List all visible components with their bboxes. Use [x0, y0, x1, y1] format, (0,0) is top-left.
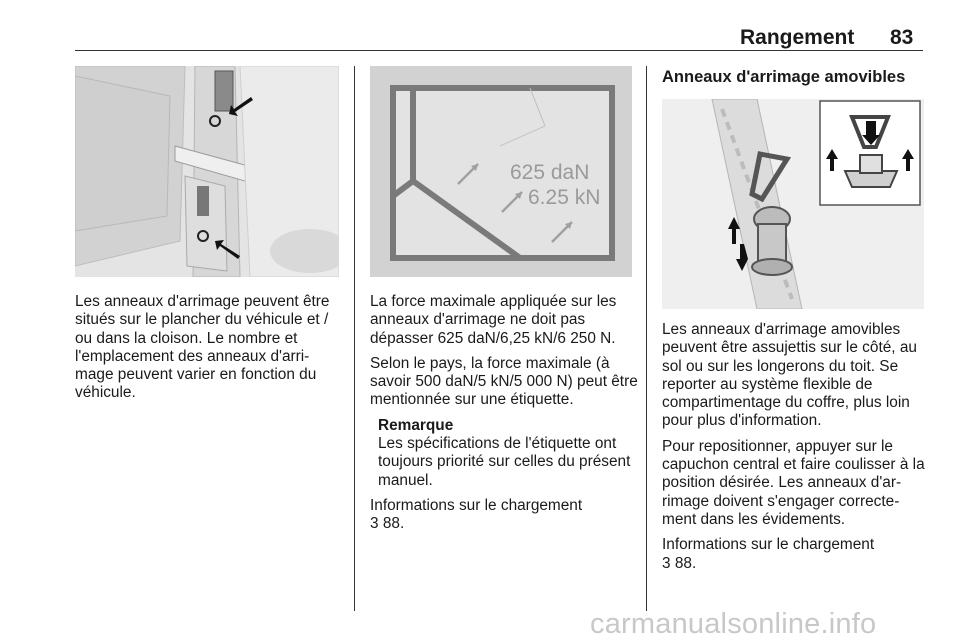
right-paragraph-1: Les anneaux d'arrimage amovibles peuvent être assujettis sur le côté, au sol ou sur les longerons du toit. Se reporter au système flexible de compartimentage du coffre, plus loin pour plus d'information.: [662, 321, 917, 430]
left-column-text: [75, 293, 343, 410]
page-header-title: Rangement: [740, 26, 855, 49]
column-divider-2: [646, 66, 647, 611]
figure-force-diagram: [370, 66, 632, 277]
middle-paragraph-1: La force maximale appliquée sur les anneaux d'arrimage ne doit pas dépasser 625 daN/6,25 kN/6 250 N.: [370, 293, 617, 347]
label-625-dan: 625 daN: [510, 161, 590, 184]
note-title: Remarque: [378, 416, 454, 434]
column-divider-1: [354, 66, 355, 611]
right-info-text: Informations sur le chargement: [662, 536, 875, 554]
middle-info-ref[interactable]: 3 88.: [370, 515, 405, 533]
figure-tie-down-rings-partition: [75, 66, 339, 277]
header-rule: [75, 50, 923, 51]
partition-illustration: [75, 66, 339, 277]
section-title: Anneaux d'arrimage amovibles: [662, 68, 906, 86]
label-6-25-kn: 6.25 kN: [528, 186, 601, 209]
right-paragraph-2: Pour repositionner, appuyer sur le capuchon central et faire coulisser à la position désirée. Les anneaux d'ar-rimage doivent s'engager correcte-ment dans les évidements.: [662, 437, 925, 528]
watermark: carmanualsonline.info: [590, 608, 877, 640]
middle-info-text: Informations sur le chargement: [370, 496, 583, 514]
middle-column-text: [370, 293, 638, 534]
middle-paragraph-2: Selon le pays, la force maximale (à savoir 500 daN/5 kN/5 000 N) peut être mentionnée sur une étiquette.: [370, 354, 638, 409]
removable-ring-illustration: [662, 99, 924, 309]
note-text: Les spécifications de l'étiquette ont toujours priorité sur celles du présent manuel.: [378, 435, 631, 489]
right-column-text: [662, 321, 930, 573]
left-paragraph: Les anneaux d'arrimage peuvent être situés sur le plancher du véhicule et / ou dans la cloison. Le nombre et l'emplacement des anneaux d'arri-mage peuvent varier en fonction du véhicule.: [75, 293, 330, 402]
note-box: [378, 417, 638, 490]
right-info-ref[interactable]: 3 88.: [662, 554, 697, 572]
figure-removable-ring: [662, 99, 924, 309]
page-number: 83: [890, 26, 914, 49]
force-diagram: [370, 66, 632, 277]
